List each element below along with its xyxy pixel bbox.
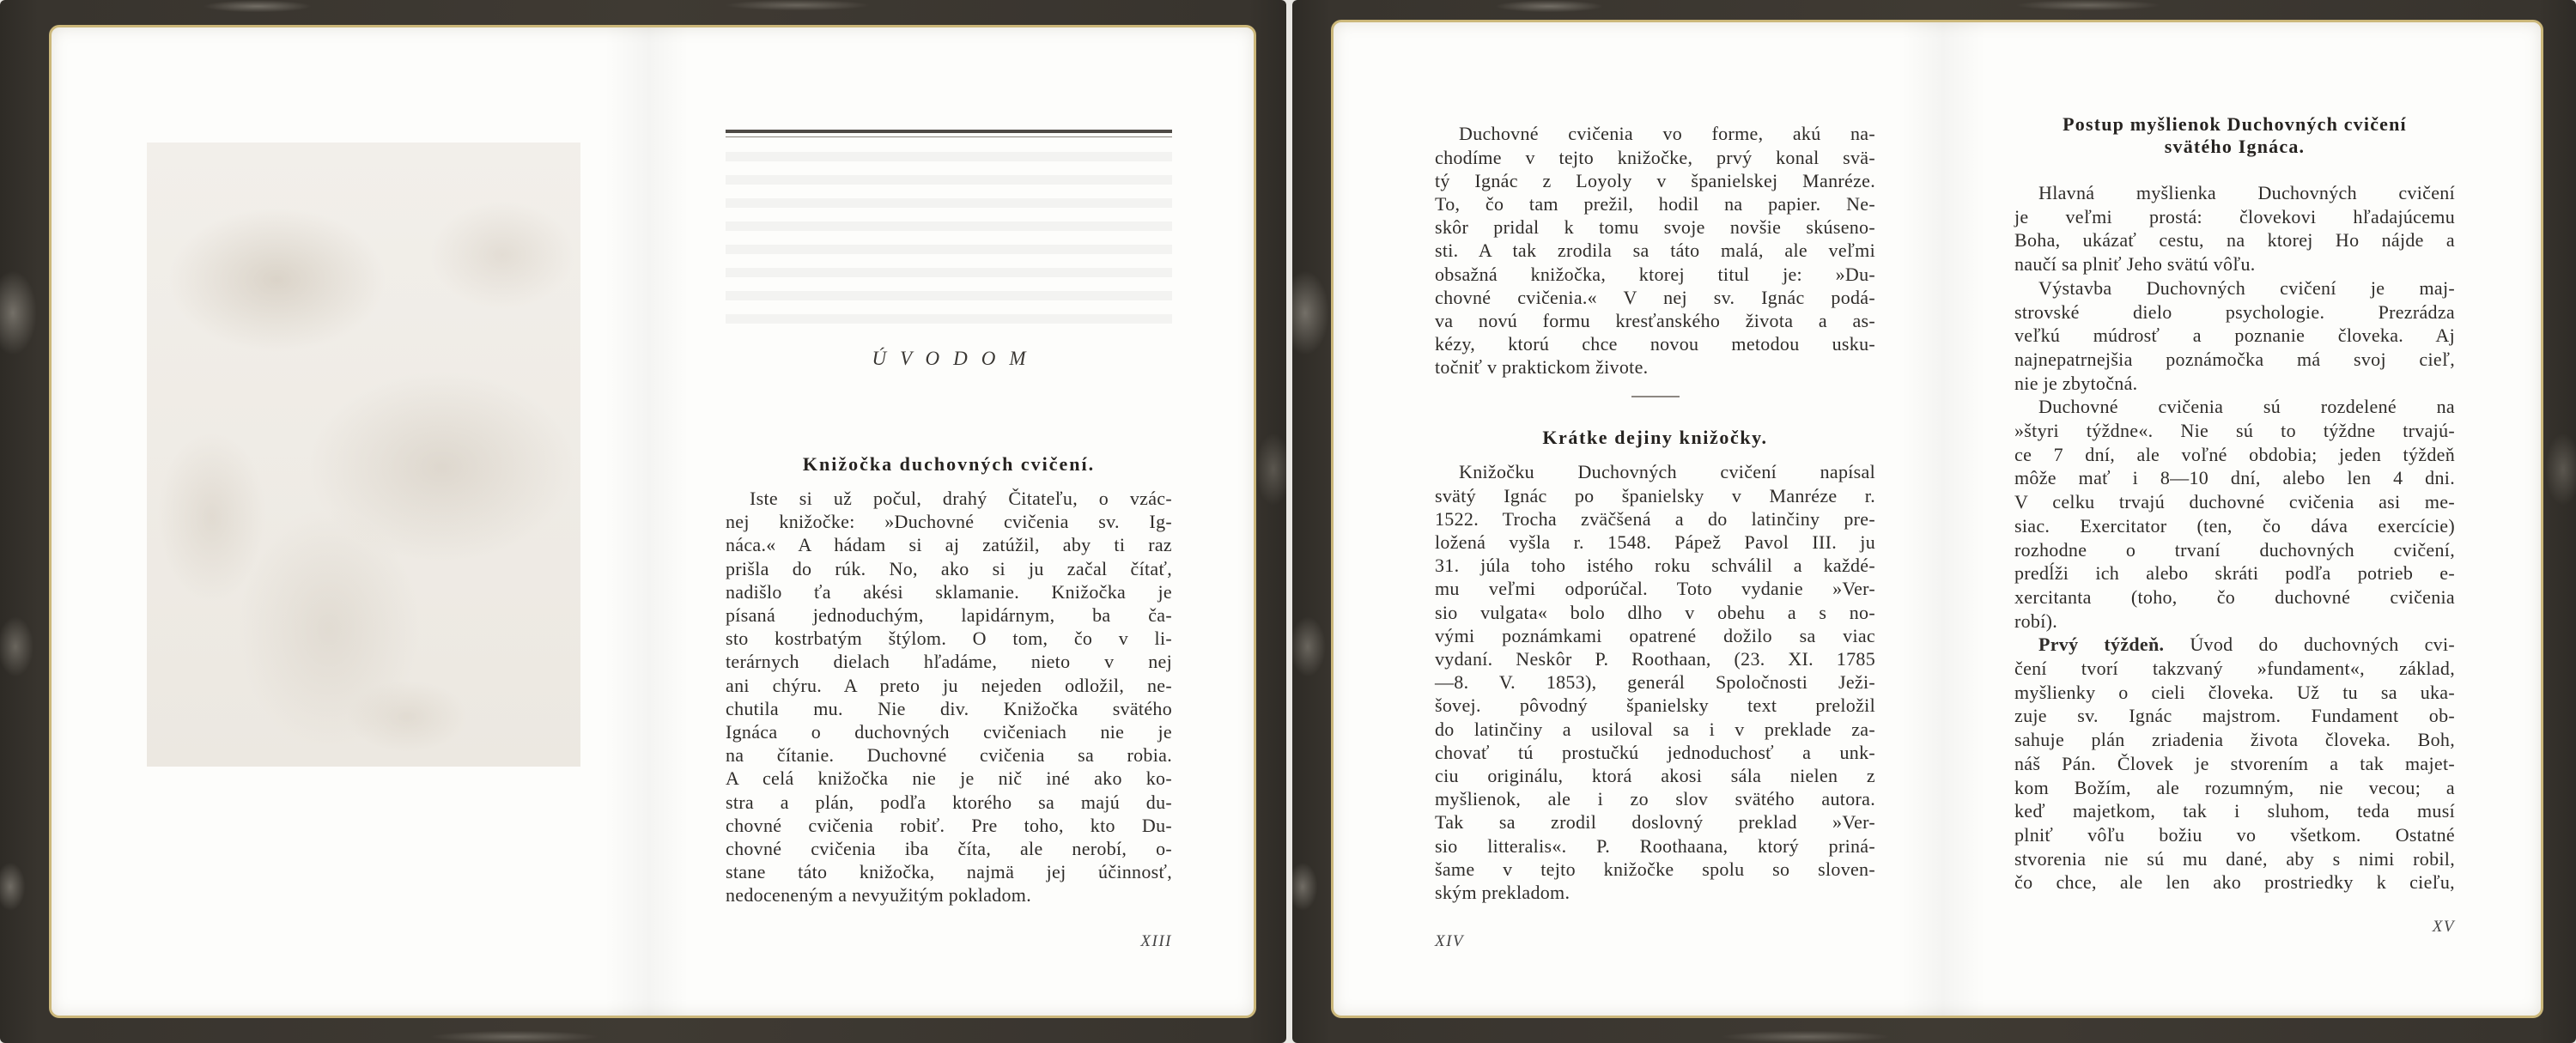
text-line: To, čo tam prežil, hodil na papier. Ne-	[1435, 193, 1875, 215]
text-line: ložená vyšla r. 1548. Pápež Pavol III. ju	[1435, 531, 1875, 553]
text-line: myšlienky o cieli človeka. Už tu sa uka-	[2014, 681, 2455, 703]
text-line: sahuje plán zriadenia života človeka. Boh,	[2014, 729, 2455, 751]
text-line: Duchovné cvičenia sú rozdelené na	[2038, 396, 2455, 418]
text-line: do latinčiny a usiloval sa i v preklade za-	[1435, 718, 1875, 740]
text-line: —8. V. 1853), generál Spoločnosti Ježi-	[1435, 671, 1875, 694]
text-line: nedoceneným a nevyužitým pokladom.	[726, 884, 1031, 907]
text-line: va novú formu kresťanského života a as-	[1435, 310, 1875, 332]
paragraph	[2014, 395, 2455, 633]
text-line: náca.« A hádam si aj zatúžil, aby ti raz	[726, 534, 1172, 556]
text-line: náš Pán. Človek je stvorením a tak majet-	[2014, 752, 2455, 774]
text-line: môže mať i 8—10 dní, alebo len 4 dni.	[2014, 467, 2455, 489]
text-line: stvorenia nie sú mu dané, aby s nimi robil,	[2014, 847, 2455, 870]
text-line: chovné cvičenia.« V nej sv. Ignác podá-	[1435, 286, 1875, 308]
text-line: Boha, ukázať cestu, na ktorej Ho nájde a	[2014, 229, 2455, 252]
text-line: šame v tejto knižočke spolu so sloven-	[1435, 858, 1875, 880]
text-line: strovské dielo psychologie. Prezrádza	[2014, 300, 2455, 323]
text-line: chovať tú prostučkú jednoduchosť a unk-	[1435, 741, 1875, 763]
text-line: plniť vôľu božiu vo všetkom. Ostatné	[2014, 823, 2455, 846]
text-line: Knižočku Duchovných cvičení napísal	[1459, 461, 1875, 483]
text-line: rozhodne o trvaní duchovných cvičení,	[2014, 538, 2455, 561]
chapter-heading: Knižočka duchovných cvičení.	[802, 453, 1096, 475]
text-line: písaná jednoduchým, lapidárnym, ba ča-	[726, 604, 1172, 627]
text-line: sto kostrbatým štýlom. O tom, čo v li-	[726, 628, 1172, 650]
text-line-rest: Úvod do duchovných cvi-	[2190, 634, 2455, 656]
text-line: sio litteralis«. P. Roothaana, ktorý priná-	[1435, 834, 1875, 857]
text-line: skôr pridal k tomu svoje novšie skúseno-	[1435, 216, 1875, 239]
intro-paragraph	[1435, 122, 1875, 379]
heading-line: svätého Ignáca.	[2164, 136, 2306, 157]
text-line: naučí sa plniť Jeho svätú vôľu.	[2014, 253, 2256, 276]
text-line: Výstavba Duchovných cvičení je maj-	[2038, 276, 2455, 299]
text-line: sio vulgata« bolo dlho v obehu a s no-	[1435, 601, 1875, 623]
page-number: XV	[2432, 918, 2455, 936]
paragraph	[2014, 633, 2455, 894]
section-separator	[1631, 396, 1680, 397]
page-xiii-text-column	[726, 27, 1172, 972]
page-sheet-right	[1331, 20, 2543, 1018]
text-line: najnepatrnejšia poznámočka má svoj cieľ,	[2014, 348, 2455, 370]
text-line: V celku trvajú duchovné cvičenia asi me-	[2014, 491, 2455, 513]
text-line: tý Ignác z Loyoly v španielskej Manréze.	[1435, 169, 1875, 191]
text-line: Duchovné cvičenia vo forme, akú na-	[1459, 123, 1875, 145]
text-line: šovej. pôvodný španielsky text preložil	[1435, 694, 1875, 717]
text-line: obsažná knižočka, ktorej titul je: »Du-	[1435, 263, 1875, 285]
illustration-plate	[147, 143, 580, 767]
text-line: myšlienok, ale i zo slov svätého autora.	[1435, 788, 1875, 810]
text-line: vydaní. Neskôr P. Roothaan, (23. XI. 1785	[1435, 648, 1875, 670]
text-line: Ignáca o duchovných cvičeniach nie je	[726, 721, 1172, 743]
text-line: na čítanie. Duchovné cvičenia sa robia.	[726, 744, 1172, 767]
text-line: čo chce, ale len ako prostriedky k cieľu,	[2014, 871, 2455, 894]
text-line: prišla do rúk. No, ako si ju začal čítať,	[726, 557, 1172, 579]
page-number: XIV	[1435, 932, 1465, 950]
paragraph	[1435, 460, 1875, 904]
heading-line: Postup myšlienok Duchovných cvičení	[2063, 113, 2407, 135]
text-line: sti. A tak zrodila sa táto malá, ale veľmi	[1435, 240, 1875, 262]
text-line: robí).	[2014, 609, 2058, 632]
text-line: xercitanta (toho, čo duchovné cvičenia	[2014, 585, 2455, 608]
text-line: chodíme v tejto knižočke, prvý konal svä-	[1435, 146, 1875, 168]
text-line: A celá knižočka nie je nič iné ako ko-	[726, 767, 1172, 790]
text-line: Tak sa zrodil doslovný preklad »Ver-	[1435, 811, 1875, 834]
text-line: nie je zbytočná.	[2014, 372, 2138, 394]
text-line	[2014, 633, 2455, 657]
paragraph-group	[2014, 181, 2455, 894]
book-spread-left	[0, 0, 1286, 1043]
text-line: mu veľmi odporúčal. Toto vydanie »Ver-	[1435, 578, 1875, 600]
text-line: Iste si už počul, drahý Čitateľu, o vzác-	[750, 488, 1172, 509]
book-spread-right	[1292, 0, 2576, 1043]
paragraph-lead: Prvý týždeň.	[2038, 634, 2165, 656]
text-line: predĺži ich alebo skráti podľa potrieb e-	[2014, 562, 2455, 585]
paragraph	[726, 487, 1172, 907]
text-line: siac. Exercitator (ten, čo dáva exercície)	[2014, 514, 2455, 537]
chapter-heading	[2014, 113, 2455, 158]
page-xv-text-column	[2014, 22, 2455, 967]
text-line: zuje sv. Ignác majstrom. Fundament ob-	[2014, 705, 2455, 727]
page-xiv-text-column	[1435, 22, 1875, 967]
text-line: vými poznámkami opatrené dožilo sa viac	[1435, 624, 1875, 646]
text-line: čení tvorí takzvaný »fundament«, základ,	[2014, 658, 2455, 680]
chapter-heading: Krátke dejiny knižočky.	[1542, 427, 1768, 448]
text-line: Hlavná myšlienka Duchovných cvičení	[2038, 182, 2455, 203]
text-line: stane táto knižočka, najmä jej účinnosť,	[726, 861, 1172, 883]
text-line: keď majetkom, tak i sluhom, teda musí	[2014, 800, 2455, 822]
text-line: točniť v praktickom živote.	[1435, 356, 1649, 379]
text-line: chovné cvičenia robiť. Pre toho, kto Du-	[726, 814, 1172, 836]
text-line: »štyri týždne«. Nie sú to týždne trvajú-	[2014, 420, 2455, 442]
text-line: nej knižočke: »Duchovné cvičenia sv. Ig-	[726, 511, 1172, 533]
text-line: je veľmi prostá: človekovi hľadajúcemu	[2014, 205, 2455, 227]
text-line: veľkú múdrosť a poznanie človeka. Aj	[2014, 324, 2455, 347]
text-line: kézy, ktorú chce novou metodou usku-	[1435, 333, 1875, 355]
top-rule	[726, 130, 1172, 137]
text-line: ciu originálu, ktorá akosi sála nielen z	[1435, 765, 1875, 787]
text-line: chutila mu. Nie div. Knižočka svätého	[726, 697, 1172, 719]
text-line: 31. júla toho istého roku schválil a každé-	[1435, 555, 1875, 577]
page-sheet-left	[49, 25, 1256, 1018]
text-line: kom Božím, ale rozumným, nie vecou; a	[2014, 776, 2455, 798]
bleed-through-shadow	[726, 144, 1172, 337]
text-line: nadišlo ťa akési sklamanie. Knižočka je	[726, 580, 1172, 603]
text-line: ským prekladom.	[1435, 882, 1571, 904]
paragraph	[2014, 276, 2455, 396]
paragraph	[2014, 181, 2455, 276]
text-line: ani chýru. A preto ju nejeden odložil, ne-	[726, 674, 1172, 696]
text-line: stra a plán, podľa ktorého sa majú du-	[726, 791, 1172, 813]
text-line: chovné cvičenia iba číta, ale nerobí, o-	[726, 838, 1172, 860]
page-number: XIII	[1140, 932, 1172, 950]
text-line: ce 7 dní, ale voľné obdobia; jeden týždeň	[2014, 443, 2455, 465]
text-line: 1522. Trocha zväčšená a do latinčiny pre-	[1435, 507, 1875, 530]
section-title: ÚVODOM	[872, 348, 1040, 369]
text-line: svätý Ignác po španielsky v Manréze r.	[1435, 484, 1875, 506]
text-line: terárnych dielach hľadáme, nieto v nej	[726, 651, 1172, 673]
